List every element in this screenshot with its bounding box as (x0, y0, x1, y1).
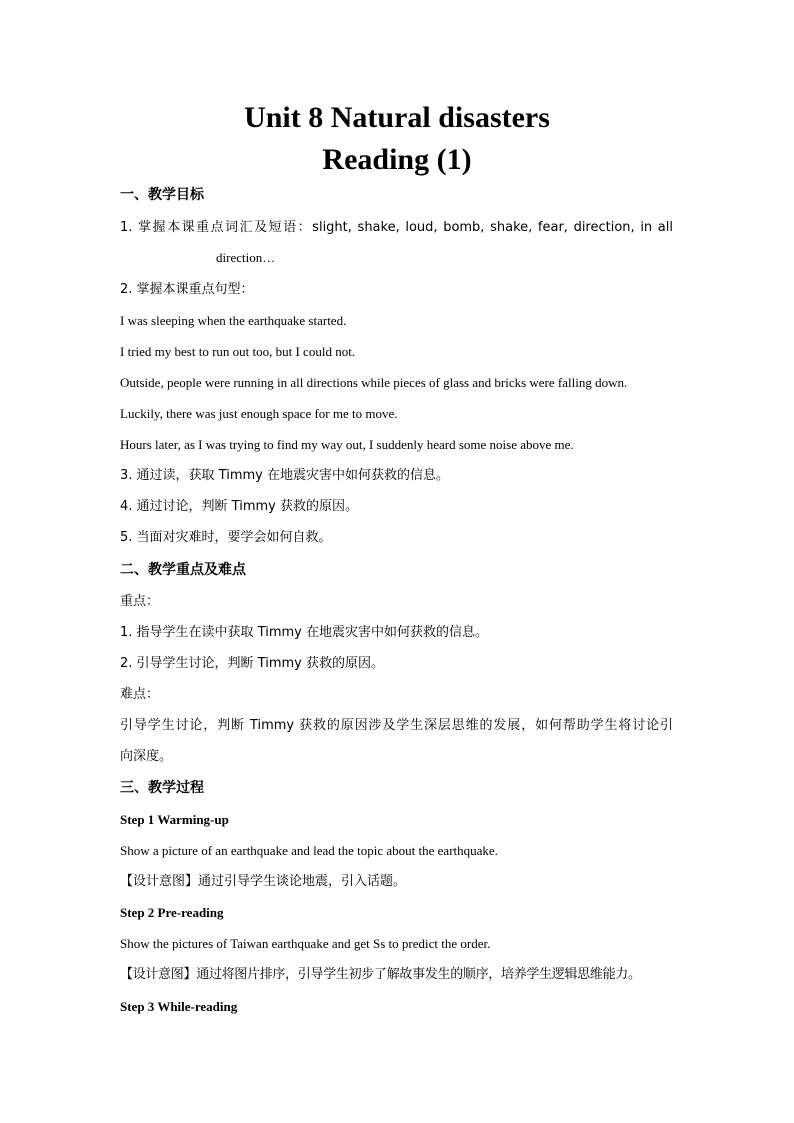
document-title: Unit 8 Natural disasters (244, 101, 550, 134)
objective-3: 3. 通过读，获取 Timmy 在地震灾害中如何获救的信息。 (120, 468, 449, 483)
objective-1-line-1: 1. 掌握本课重点词汇及短语：slight, shake, loud, bomb, shake, fear, direction, in all (120, 220, 673, 235)
key-sentence-5: Hours later, as I was trying to find my way out, I suddenly heard some noise above me. (120, 437, 574, 452)
objective-5: 5. 当面对灾难时，要学会如何自救。 (120, 530, 332, 545)
step-3-heading: Step 3 While-reading (120, 999, 238, 1014)
objective-2: 2. 掌握本课重点句型： (120, 282, 254, 297)
difficulty-line-1: 引导学生讨论，判断 Timmy 获救的原因涉及学生深层思维的发展，如何帮助学生将讨论引 (120, 718, 673, 733)
objective-4: 4. 通过讨论，判断 Timmy 获救的原因。 (120, 499, 358, 514)
objective-1-line-2: direction… (216, 250, 276, 265)
section-heading-key-points: 二、教学重点及难点 (120, 562, 246, 578)
difficulty-line-2: 向深度。 (120, 749, 173, 764)
section-heading-process: 三、教学过程 (120, 780, 204, 796)
key-point-2: 2. 引导学生讨论，判断 Timmy 获救的原因。 (120, 656, 384, 671)
step-2-text: Show the pictures of Taiwan earthquake and get Ss to predict the order. (120, 936, 491, 951)
key-sentence-3: Outside, people were running in all directions while pieces of glass and bricks were falling down. (120, 375, 628, 390)
step-2-intent: 【设计意图】通过将图片排序，引导学生初步了解故事发生的顺序，培养学生逻辑思维能力。 (120, 967, 641, 982)
document-subtitle: Reading (1) (322, 143, 472, 176)
key-point-1: 1. 指导学生在读中获取 Timmy 在地震灾害中如何获救的信息。 (120, 625, 488, 640)
key-sentence-2: I tried my best to run out too, but I could not. (120, 344, 356, 359)
step-1-heading: Step 1 Warming-up (120, 812, 229, 827)
key-sentence-1: I was sleeping when the earthquake started. (120, 313, 347, 328)
key-points-label: 重点： (120, 594, 160, 609)
step-2-heading: Step 2 Pre-reading (120, 905, 224, 920)
step-1-intent: 【设计意图】通过引导学生谈论地震，引入话题。 (120, 874, 407, 889)
key-sentence-4: Luckily, there was just enough space for me to move. (120, 406, 398, 421)
step-1-text: Show a picture of an earthquake and lead the topic about the earthquake. (120, 843, 498, 858)
section-heading-objectives: 一、教学目标 (120, 187, 204, 203)
difficulty-label: 难点： (120, 687, 160, 702)
